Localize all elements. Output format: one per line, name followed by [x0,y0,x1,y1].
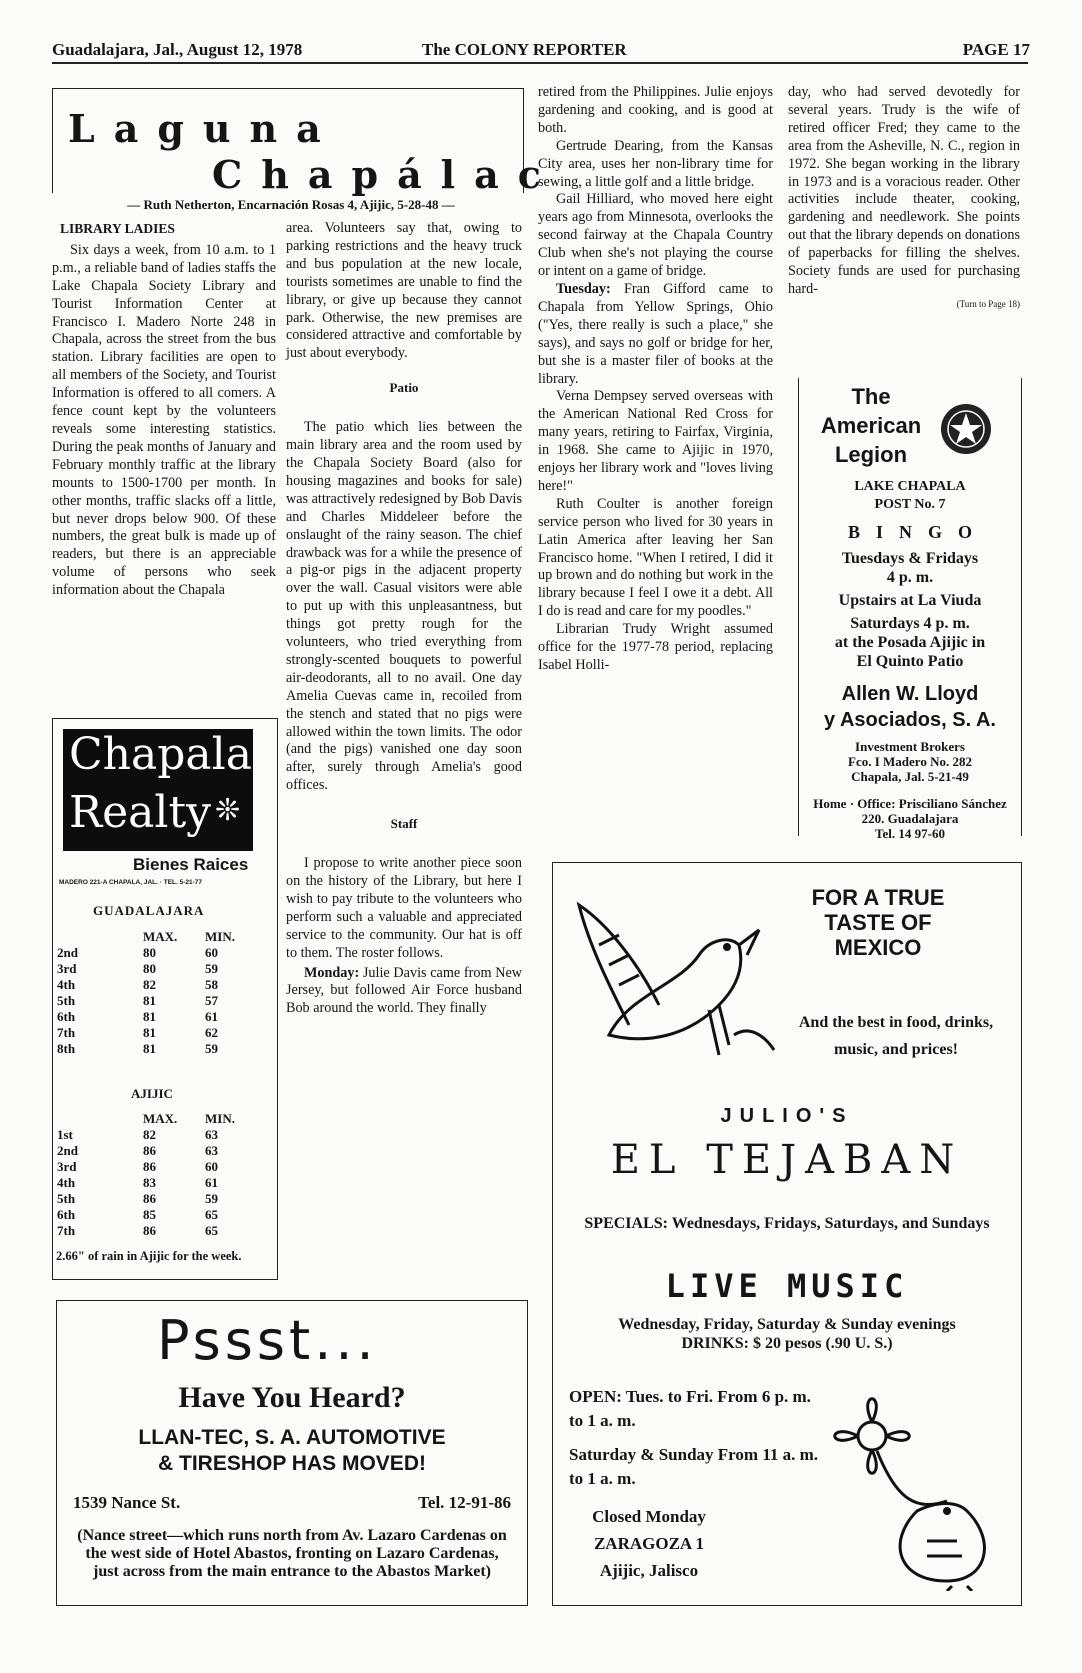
tejaban-taste-1: FOR A TRUE [811,885,945,910]
col3-paragraph-2: Gertrude Dearing, from the Kansas City area, uses her non-library time for sewing, a little golf and a little bridge. [538,137,773,190]
ajijic-day-cell: 2nd [57,1143,78,1158]
monday-text: Julie Davis came from New Jersey, but followed Air Force husband Bob around the world. They finally [286,964,522,1017]
ajijic-min-cell: 65 [205,1223,218,1238]
gdl-max-header: MAX. [143,929,178,944]
ajijic-min-cell: 60 [205,1159,218,1174]
legion-time: 4 p. m. [886,569,934,586]
realty-logo-name-1: Chapala [69,729,252,780]
lloyd-address-2: Chapala, Jal. 5-21-49 [851,769,969,784]
tireshop-heard: Have You Heard? [178,1381,406,1414]
ajijic-day-cell: 4th [57,1175,76,1190]
realty-logo-name-2: Realty [69,787,212,838]
ajijic-min-cell: 59 [205,1191,218,1206]
lloyd-address-1: Fco. I Madero No. 282 [848,754,972,769]
ajijic-row [55,1127,267,1143]
gdl-row [55,977,267,993]
ajijic-min-cell: 61 [205,1175,218,1190]
gdl-row [55,1041,267,1057]
tejaban-taste-2: TASTE OF [824,910,932,935]
flower-icon: ❊ [215,793,241,828]
dateline: Guadalajara, Jal., August 12, 1978 [52,40,303,59]
tejaban-closed: Closed Monday [592,1507,706,1526]
ajijic-row [55,1159,267,1175]
ajijic-max-header: MAX. [143,1111,178,1126]
gdl-temperature-table [55,929,267,1057]
gdl-min-cell: 59 [205,1041,218,1056]
ajijic-day-cell: 1st [57,1127,73,1142]
tejaban-live-music: LIVE MUSIC [665,1267,909,1305]
col3-paragraph-3: Gail Hilliard, who moved here eight years ago from Minnesota, overlooks the second fairway at the Chapala Country Club when she's not playing the course or intent on a game of bridge. [538,191,773,280]
column-title-laguna: Laguna [68,106,340,151]
gdl-day-cell: 8th [57,1041,76,1056]
col3-paragraph-5: Verna Dempsey served overseas with the American National Red Cross for many years, retiring to Fairfax, Virginia, in 1968. She came to Ajijic in 1970, enjoys her library work and "loves living here!" [538,388,773,494]
legion-title [811,382,931,469]
ajijic-max-cell: 82 [143,1127,156,1142]
col3-paragraph-1: retired from the Philippines. Julie enjoys gardening and cooking, and is good at both. [538,84,773,136]
ajijic-day-cell: 5th [57,1191,76,1206]
legion-emblem-icon [939,402,993,456]
legion-details [799,478,1021,841]
tejaban-street: ZARAGOZA 1 [593,1534,705,1553]
gdl-min-cell: 61 [205,1009,218,1024]
ajijic-day-cell: 6th [57,1207,76,1222]
gdl-day-cell: 6th [57,1009,76,1024]
column-4 [788,84,1020,309]
gdl-max-cell: 81 [143,993,156,1008]
realty-logo [63,729,253,851]
realty-tagline: Bienes Raices [133,855,249,874]
tireshop-psst: Pssst... [157,1309,378,1372]
gdl-min-cell: 60 [205,945,218,960]
gdl-max-cell: 82 [143,977,156,992]
gdl-min-cell: 59 [205,961,218,976]
tejaban-address [569,1503,729,1584]
header-rule [52,62,1028,64]
tejaban-town: Ajijic, Jalisco [599,1561,699,1580]
ajijic-min-cell: 65 [205,1207,218,1222]
column-1 [52,220,276,600]
paper-name: The COLONY REPORTER [422,40,627,59]
ajijic-max-cell: 85 [143,1207,156,1222]
gdl-row [55,1025,267,1041]
ajijic-rows [55,1127,267,1239]
gdl-min-cell: 58 [205,977,218,992]
tejaban-evenings: Wednesday, Friday, Saturday & Sunday evenings [618,1316,956,1333]
column-byline: — Ruth Netherton, Encarnación Rosas 4, Ajijic, 5-28-48 — [127,197,455,212]
tejaban-taste [783,885,973,960]
ajijic-min-cell: 63 [205,1127,218,1142]
section-heading-library-ladies: LIBRARY LADIES [60,221,175,236]
tuesday-label: Tuesday: [556,280,611,297]
ajijic-day-cell: 3rd [57,1159,77,1174]
gdl-row [55,993,267,1009]
col4-paragraph: day, who had served devotedly for several years. Trudy is the wife of retired officer Fred; they came to the area from the Asheville, N. C., region in 1972. She began working in the library in 1973 and is a voracious reader. Other activities include theater, cooking, gardening and needlework. She points out that the library depends on donations of paperbacks for filling the shelves. Society funds are used for purchasing hard- [788,84,1020,297]
tejaban-julios: JULIO'S [720,1105,854,1127]
legion-quinto-patio: El Quinto Patio [856,653,964,670]
tuesday-text: Fran Gifford came to Chapala from Yellow Springs, Ohio ("Yes, there really is such a place," she says), and says no golf or bridge for her, but she is a master filer of books at the library. [538,280,773,387]
flower-bird-illustration-icon [827,1391,1007,1591]
gdl-max-cell: 80 [143,945,156,960]
page-header [52,40,1030,62]
tejaban-hours-1: OPEN: Tues. to Fri. From 6 p. m. to 1 a. m. [569,1387,811,1430]
lloyd-home-office: Home · Office: Prisciliano Sánchez 220. Guadalajara [813,796,1007,826]
monday-paragraph [286,965,522,1019]
gdl-day-cell: 2nd [57,945,78,960]
legion-saturday-place: at the Posada Ajijic in [834,634,986,651]
rain-note: 2.66" of rain in Ajijic for the week. [56,1249,242,1263]
staff-paragraph: I propose to write another piece soon on the history of the Library, but here I wish to pay tribute to the volunteers who perform such a valuable and appreciated service to the community. Our hat is off to them. The roster follows. [286,855,522,961]
column-3 [538,84,773,675]
page-number: PAGE 17 [962,40,1030,59]
lloyd-name-1: Allen W. Lloyd [841,683,979,705]
lloyd-tel: Tel. 14 97-60 [875,826,945,841]
tejaban-best: And the best in food, drinks, music, and prices! [798,1014,994,1058]
legion-post-2: POST No. 7 [874,497,946,512]
gdl-max-cell: 81 [143,1041,156,1056]
ajijic-day-cell: 7th [57,1223,76,1238]
ajijic-temperature-table [55,1111,267,1239]
ajijic-heading: AJIJIC [131,1086,173,1101]
col3-paragraph-7: Librarian Trudy Wright assumed office for the 1977-78 period, replacing Isabel Holli- [538,621,773,673]
legion-place: Upstairs at La Viuda [838,592,982,609]
section-heading-staff: Staff [390,816,418,832]
tireshop-company-2: & TIRESHOP HAS MOVED! [158,1452,426,1475]
gdl-heading: GUADALAJARA [93,903,205,918]
gdl-day-cell: 4th [57,977,76,992]
tejaban-hours-2: Saturday & Sunday From 11 a. m. to 1 a. m. [569,1445,819,1488]
lloyd-name-2: y Asociados, S. A. [824,709,996,731]
legion-saturdays: Saturdays 4 p. m. [850,615,970,632]
monday-label: Monday: [304,964,360,981]
tireshop-company-1: LLAN-TEC, S. A. AUTOMOTIVE [138,1426,446,1449]
tireshop-directions: (Nance street—which runs north from Av. Lazaro Cardenas on the west side of Hotel Abastos, fronting on Lazaro Cardenas, just across from the main entrance to the Abastos Market) [77,1527,507,1580]
legion-title-american: American [820,413,922,438]
ajijic-row [55,1143,267,1159]
tireshop-tel: Tel. 12-91-86 [418,1493,511,1512]
gdl-min-cell: 62 [205,1025,218,1040]
gdl-max-cell: 81 [143,1009,156,1024]
legion-days: Tuesdays & Fridays [841,550,979,567]
american-legion-ad [798,378,1022,841]
gdl-row [55,961,267,977]
column-2 [286,220,522,1018]
gdl-min-cell: 57 [205,993,218,1008]
ajijic-max-cell: 86 [143,1159,156,1174]
el-tejaban-ad [552,862,1022,1606]
tejaban-name: EL TEJABAN [610,1137,964,1183]
gdl-min-header: MIN. [205,929,235,944]
ajijic-row [55,1175,267,1191]
gdl-max-cell: 80 [143,961,156,976]
chapala-realty-ad [52,718,278,1280]
ajijic-min-cell: 63 [205,1143,218,1158]
ajijic-row [55,1223,267,1239]
col2-paragraph: area. Volunteers say that, owing to parking restrictions and the heavy truck and bus population at the new locale, tourists sometimes are unable to find the library, or give up because they cannot park. Otherwise, the new premises are considered attractive and comfortable by just about everybody. [286,220,522,362]
col3-paragraph-6: Ruth Coulter is another foreign service person who lived for 30 years in Latin America after leaving her San Francisco home. "When I retired, I did it up brown and do nothing but work in the library because I feel I owe it a debt. All I do is read and care for my poodles." [538,495,773,620]
gdl-day-cell: 3rd [57,961,77,976]
tuesday-paragraph [538,281,773,388]
gdl-rows [55,945,267,1057]
gdl-day-cell: 5th [57,993,76,1008]
gdl-row [55,945,267,961]
ajijic-max-cell: 86 [143,1143,156,1158]
column-title-chapala: Chapálac [212,152,560,197]
ajijic-max-cell: 83 [143,1175,156,1190]
legion-title-legion: Legion [834,442,908,467]
legion-title-the: The [851,384,891,409]
lloyd-brokers: Investment Brokers [855,739,965,754]
legion-bingo: BINGO [847,522,988,542]
section-heading-patio: Patio [389,380,419,396]
tejaban-taste-3: MEXICO [834,935,922,960]
bird-illustration-icon [569,885,779,1075]
tireshop-address: 1539 Nance St. [73,1493,181,1512]
ajijic-max-cell: 86 [143,1223,156,1238]
gdl-max-cell: 81 [143,1025,156,1040]
ajijic-min-header: MIN. [205,1111,235,1126]
gdl-row [55,1009,267,1025]
realty-address: MADERO 221-A CHAPALA, JAL. · TEL. 5-21-77 [59,879,203,886]
library-ladies-paragraph: Six days a week, from 10 a.m. to 1 p.m., a reliable band of ladies staffs the Lake Chapala Society Library and Tourist Information Center at Francisco I. Madero Norte 248 in Chapala, across the street from the bus station. Library facilities are open to all members of the Society, and Tourist Information is offered to all comers. A fence count kept by the volunteers reveals some interesting statistics. During the peak months of January and February monthly traffic at the library mounts to 1500-1700 per month. In other months, traffic slacks off a little, but never drops below 900. Of these numbers, the great bulk is made up of readers, but there is an appreciable volume of persons who seek information about the Chapala [52,241,276,599]
tejaban-specials: SPECIALS: Wednesdays, Fridays, Saturdays, and Sundays [584,1215,990,1232]
legion-post-1: LAKE CHAPALA [854,479,966,494]
ajijic-row [55,1191,267,1207]
gdl-day-cell: 7th [57,1025,76,1040]
tejaban-drinks: DRINKS: $ 20 pesos (.90 U. S.) [681,1335,893,1352]
tireshop-ad [56,1300,528,1606]
ajijic-max-cell: 86 [143,1191,156,1206]
turn-to-page: (Turn to Page 18) [956,298,1020,309]
patio-paragraph: The patio which lies between the main library area and the room used by the Chapala Society Board (also for housing magazines and books for sale) was attractively redesigned by Bob Davis and Charles Middeleer before the onslaught of the rainy season. The chief drawback was for a while the presence of a pig-or pigs in the adjacent property over the wall. Casual visitors were able to put up with this unpleasantness, but things got pretty rough for the volunteers, who tried everything from strongly-scented bouquets to powerful air-deodorants, all to no avail. One day Amelia Cuevas came in, recoiled from the stench and stated that no pigs were allowed within the town limits. The odor (and the pigs) vanished one day soon after, surely through Amelia's good offices. [286,419,522,794]
ajijic-row [55,1207,267,1223]
